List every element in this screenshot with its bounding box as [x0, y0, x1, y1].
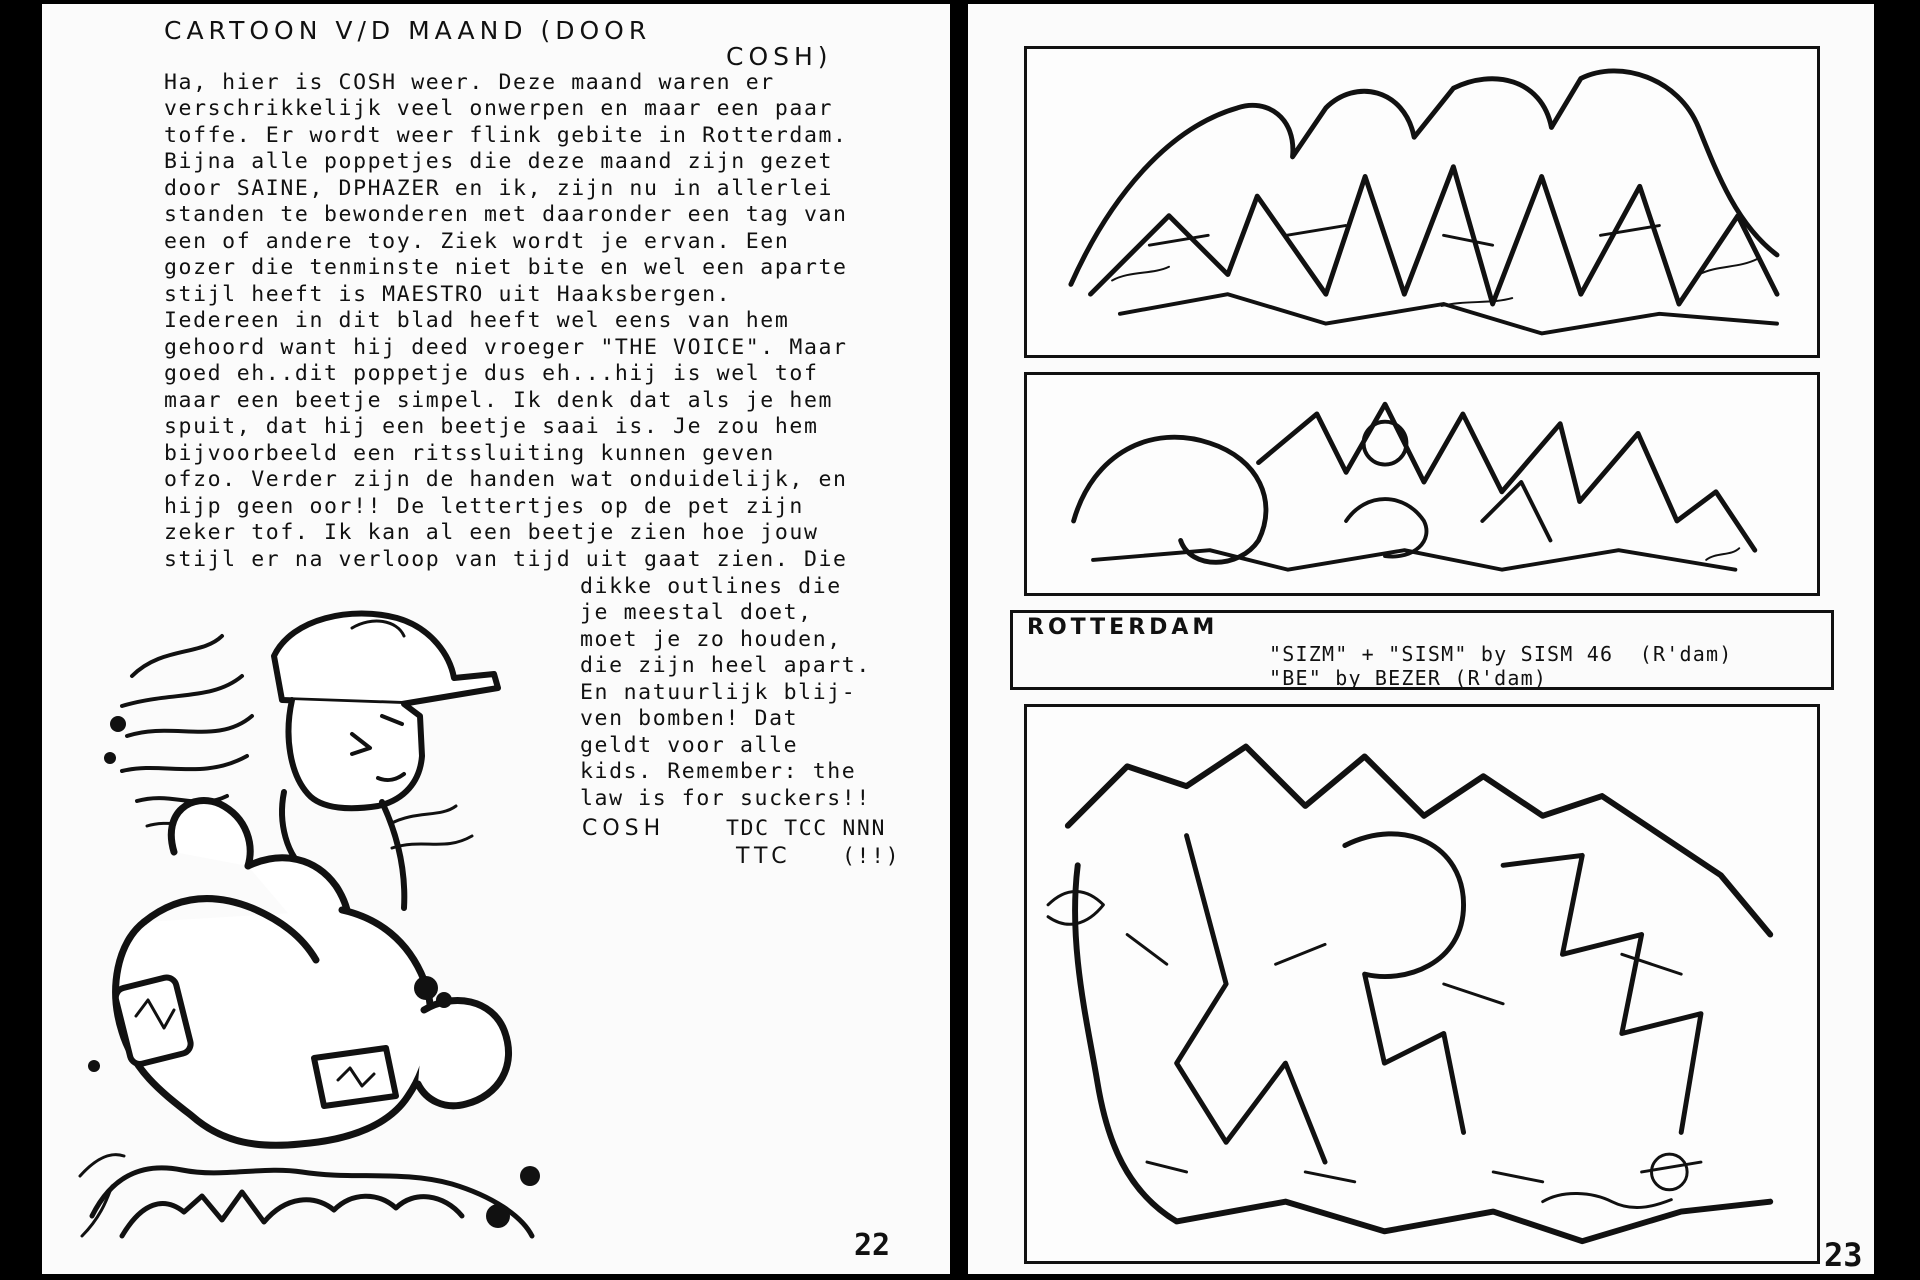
body-line: spuit, dat hij een beetje saai is. Je zou hem: [164, 414, 819, 439]
caption-title: ROTTERDAM: [1027, 615, 1219, 640]
cartoon-title-line2: COSH): [726, 42, 833, 71]
caption-line2: "BE" by BEZER (R'dam): [1269, 666, 1548, 690]
body-line: ofzo. Verder zijn de handen wat onduidelijk, en: [164, 467, 848, 492]
side-line: geldt voor alle: [580, 733, 799, 758]
body-line: gehoord want hij deed vroeger "THE VOICE". Maar: [164, 335, 848, 360]
page-number-left: 22: [854, 1228, 891, 1263]
page-left: [42, 4, 950, 1274]
caption-line1: "SIZM" + "SISM" by SISM 46 (R'dam): [1269, 642, 1733, 666]
cartoon-title-line1: CARTOON V/D MAAND (DOOR: [164, 16, 652, 45]
crews-line1: TDC TCC NNN: [726, 816, 886, 841]
page-number-right: 23: [1824, 1236, 1863, 1274]
body-line: hijp geen oor!! De lettertjes op de pet zijn: [164, 494, 804, 519]
body-line: maar een beetje simpel. Ik denk dat als je hem: [164, 388, 834, 413]
body-line: Iedereen in dit blad heeft wel eens van hem: [164, 308, 790, 333]
body-line: standen te bewonderen met daaronder een tag van: [164, 202, 848, 227]
page-right: [968, 4, 1874, 1274]
graffiti-frame-sism: [1024, 372, 1820, 596]
graffiti-frame-sizm: [1024, 46, 1820, 358]
body-line: goed eh..dit poppetje dus eh...hij is wel tof: [164, 361, 819, 386]
body-line: toffe. Er wordt weer flink gebite in Rotterdam.: [164, 123, 848, 148]
body-line: door SAINE, DPHAZER en ik, zijn nu in allerlei: [164, 176, 834, 201]
cartoon-character-drawing: [52, 596, 552, 1256]
side-line: je meestal doet,: [580, 600, 813, 625]
side-line: law is for suckers!!: [580, 786, 871, 811]
body-line: verschrikkelijk veel onwerpen en maar een paar: [164, 96, 834, 121]
side-line: En natuurlijk blij-: [580, 680, 857, 705]
body-line: bijvoorbeeld een ritssluiting kunnen geven: [164, 441, 775, 466]
side-line: moet je zo houden,: [580, 627, 842, 652]
side-line: kids. Remember: the: [580, 759, 857, 784]
body-line: gozer die tenminste niet bite en wel een aparte: [164, 255, 848, 280]
body-line: zeker tof. Ik kan al een beetje zien hoe jouw: [164, 520, 819, 545]
body-line: een of andere toy. Ziek wordt je ervan. Een: [164, 229, 790, 254]
body-line: stijl er na verloop van tijd uit gaat zien. Die: [164, 547, 848, 572]
crews-line2-exclaim: (!!): [842, 844, 901, 869]
body-line: Ha, hier is COSH weer. Deze maand waren er: [164, 70, 775, 95]
side-line: ven bomben! Dat: [580, 706, 799, 731]
side-line: dikke outlines die: [580, 574, 842, 599]
side-line: die zijn heel apart.: [580, 653, 871, 678]
graffiti-frame-be: [1024, 704, 1820, 1264]
signature-cosh: COSH: [582, 816, 666, 841]
body-line: stijl heeft is MAESTRO uit Haaksbergen.: [164, 282, 732, 307]
caption-box: [1010, 610, 1834, 690]
body-line: Bijna alle poppetjes die deze maand zijn gezet: [164, 149, 834, 174]
crews-line2-ttc: TTC: [736, 844, 792, 869]
